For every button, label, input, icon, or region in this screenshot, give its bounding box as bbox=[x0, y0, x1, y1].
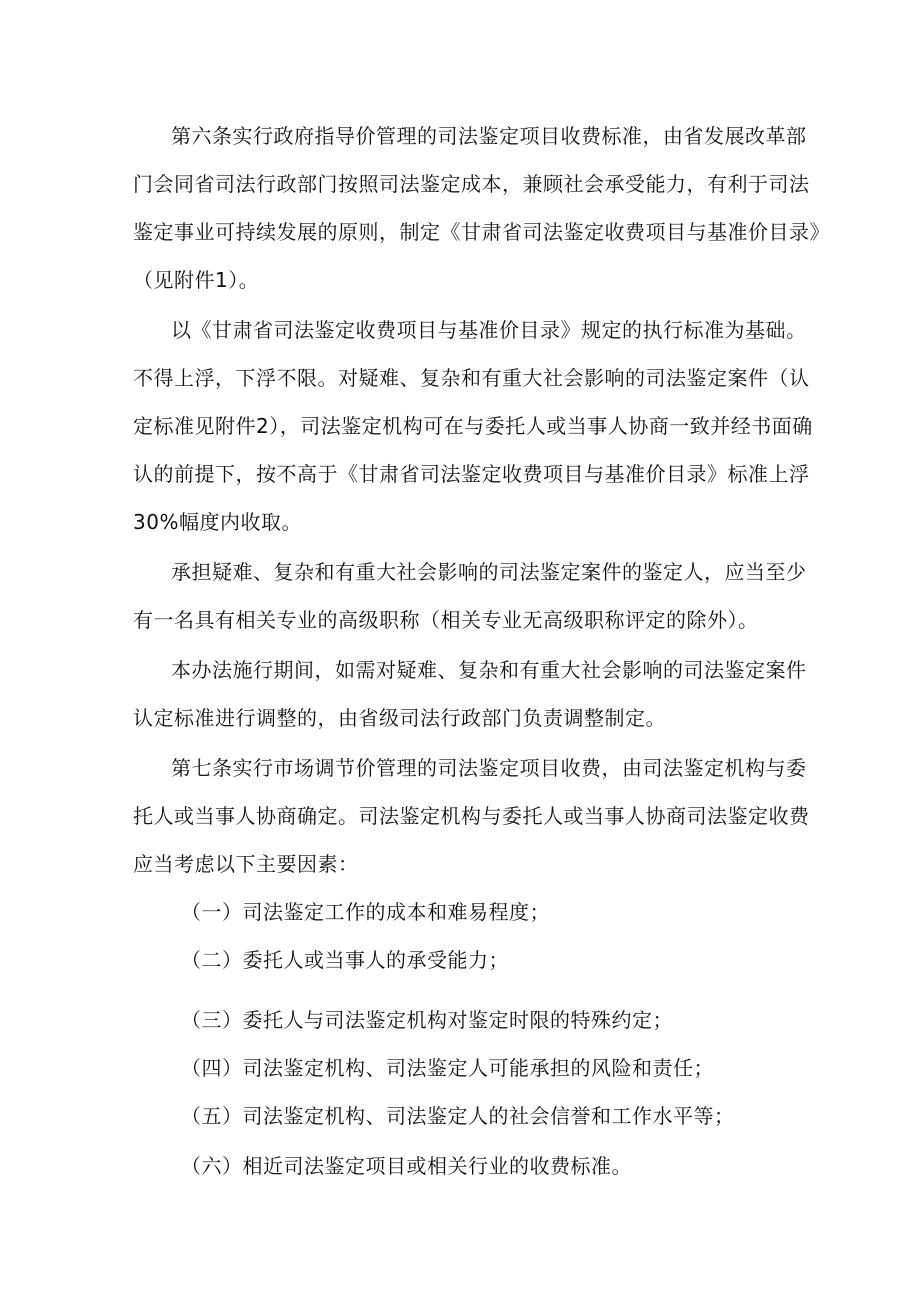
appraiser-line-2: 有一名具有相关专业的高级职称（相关专业无高级职称评定的除外）。 bbox=[133, 608, 759, 632]
basis-line-2: 不得上浮，下浮不限。对疑难、复杂和有重大社会影响的司法鉴定案件（认 bbox=[133, 366, 810, 390]
basis-line-4: 认的前提下，按不高于《甘肃省司法鉴定收费项目与基准价目录》标准上浮 bbox=[133, 462, 810, 486]
adjust-line-2: 认定标准进行调整的，由省级司法行政部门负责调整制定。 bbox=[133, 706, 666, 730]
factor-item-1: （一）司法鉴定工作的成本和难易程度； bbox=[181, 900, 550, 924]
article6-line-4: （见附件1）。 bbox=[133, 268, 260, 292]
factor-item-2: （二）委托人或当事人的承受能力； bbox=[181, 948, 509, 972]
basis-line-1: 以《甘肃省司法鉴定收费项目与基准价目录》规定的执行标准为基础。 bbox=[171, 318, 807, 342]
article7-line-2: 托人或当事人协商确定。司法鉴定机构与委托人或当事人协商司法鉴定收费 bbox=[133, 804, 810, 828]
adjust-line-1: 本办法施行期间，如需对疑难、复杂和有重大社会影响的司法鉴定案件 bbox=[171, 658, 807, 682]
factor-item-6: （六）相近司法鉴定项目或相关行业的收费标准。 bbox=[181, 1154, 632, 1178]
article6-line-2: 门会同省司法行政部门按照司法鉴定成本，兼顾社会承受能力，有利于司法 bbox=[133, 172, 810, 196]
basis-line-5: 30%幅度内收取。 bbox=[133, 510, 302, 534]
article7-line-3: 应当考虑以下主要因素： bbox=[133, 852, 359, 876]
factor-item-4: （四）司法鉴定机构、司法鉴定人可能承担的风险和责任； bbox=[181, 1056, 714, 1080]
basis-line-3: 定标准见附件2），司法鉴定机构可在与委托人或当事人协商一致并经书面确 bbox=[133, 414, 813, 438]
article7-line-1: 第七条实行市场调节价管理的司法鉴定项目收费，由司法鉴定机构与委 bbox=[171, 756, 807, 780]
article6-line-3: 鉴定事业可持续发展的原则，制定《甘肃省司法鉴定收费项目与基准价目录》 bbox=[133, 220, 830, 244]
factor-item-3: （三）委托人与司法鉴定机构对鉴定时限的特殊约定； bbox=[181, 1008, 673, 1032]
article6-line-1: 第六条实行政府指导价管理的司法鉴定项目收费标准，由省发展改革部 bbox=[171, 124, 807, 148]
appraiser-line-1: 承担疑难、复杂和有重大社会影响的司法鉴定案件的鉴定人，应当至少 bbox=[171, 560, 807, 584]
factor-item-5: （五）司法鉴定机构、司法鉴定人的社会信誉和工作水平等； bbox=[181, 1104, 735, 1128]
